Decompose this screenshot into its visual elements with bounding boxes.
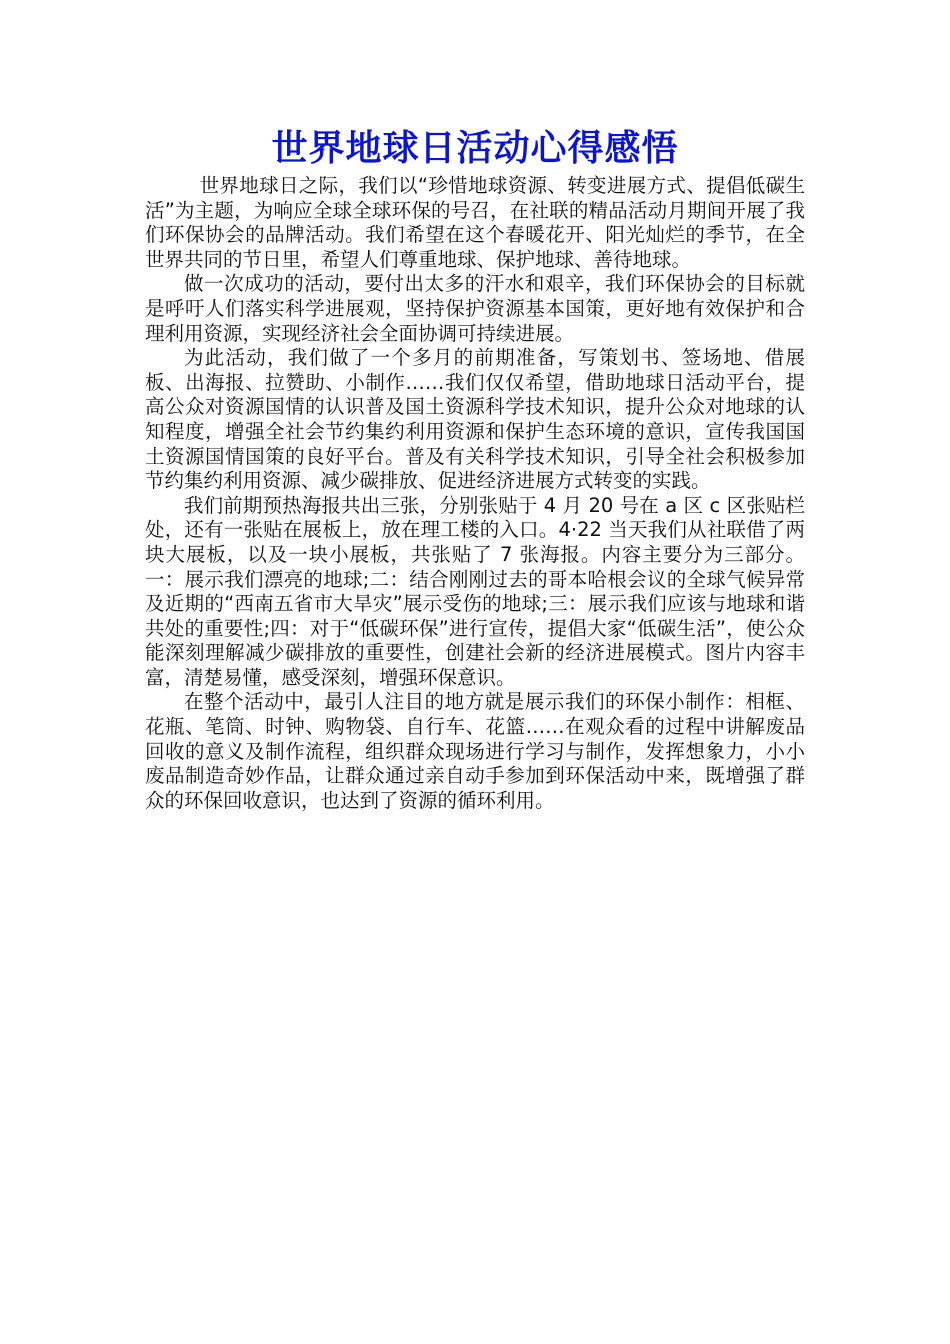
paragraph-3: 为此活动，我们做了一个多月的前期准备，写策划书、签场地、借展板、出海报、拉赞助、小制作……我们仅仅希望，借助地球日活动平台，提高公众对资源国情的认识普及国土资源科学技术知识，提升公众对地球的认知程度，增强全社会节约集约利用资源和保护生态环境的意识，宣传我国国土资源国情国策的良好平台。普及有关科学技术知识，引导全社会积极参加节约集约利用资源、减少碳排放、促进经济进展方式转变的实践。 [145, 346, 805, 493]
document-title: 世界地球日活动心得感悟 [271, 128, 679, 169]
paragraph-2: 做一次成功的活动，要付出太多的汗水和艰辛，我们环保协会的目标就是呼吁人们落实科学进展观，坚持保护资源基本国策，更好地有效保护和合理利用资源，实现经济社会全面协调可持续进展。 [145, 272, 805, 345]
paragraph-1: 世界地球日之际，我们以“珍惜地球资源、转变进展方式、提倡低碳生活”为主题，为响应全球全球环保的号召，在社联的精品活动月期间开展了我们环保协会的品牌活动。我们希望在这个春暖花开、阳光灿烂的季节，在全世界共同的节日里，希望人们尊重地球、保护地球、善待地球。 [145, 174, 805, 271]
paragraph-5: 在整个活动中，最引人注目的地方就是展示我们的环保小制作：相框、花瓶、笔筒、时钟、购物袋、自行车、花篮……在观众看的过程中讲解废品回收的意义及制作流程，组织群众现场进行学习与制作，发挥想象力，小小废品制造奇妙作品，让群众通过亲自动手参加到环保活动中来，既增强了群众的环保回收意识，也达到了资源的循环利用。 [145, 690, 805, 812]
document-body [145, 174, 805, 813]
paragraph-4: 我们前期预热海报共出三张，分别张贴于 4 月 20 号在 a 区 c 区张贴栏处，还有一张贴在展板上，放在理工楼的入口。4·22 当天我们从社联借了两块大展板，以及一块小展板，共张贴了 7 张海报。内容主要分为三部分。一：展示我们漂亮的地球;二：结合刚刚过去的哥本哈根会议的全球气候异常及近期的“西南五省市大旱灾”展示受伤的地球;三：展示我们应该与地球和谐共处的重要性;四：对于“低碳环保”进行宣传，提倡大家“低碳生活”，使公众能深刻理解减少碳排放的重要性，创建社会新的经济进展模式。图片内容丰富，清楚易懂，感受深刻，增强环保意识。 [145, 493, 805, 689]
